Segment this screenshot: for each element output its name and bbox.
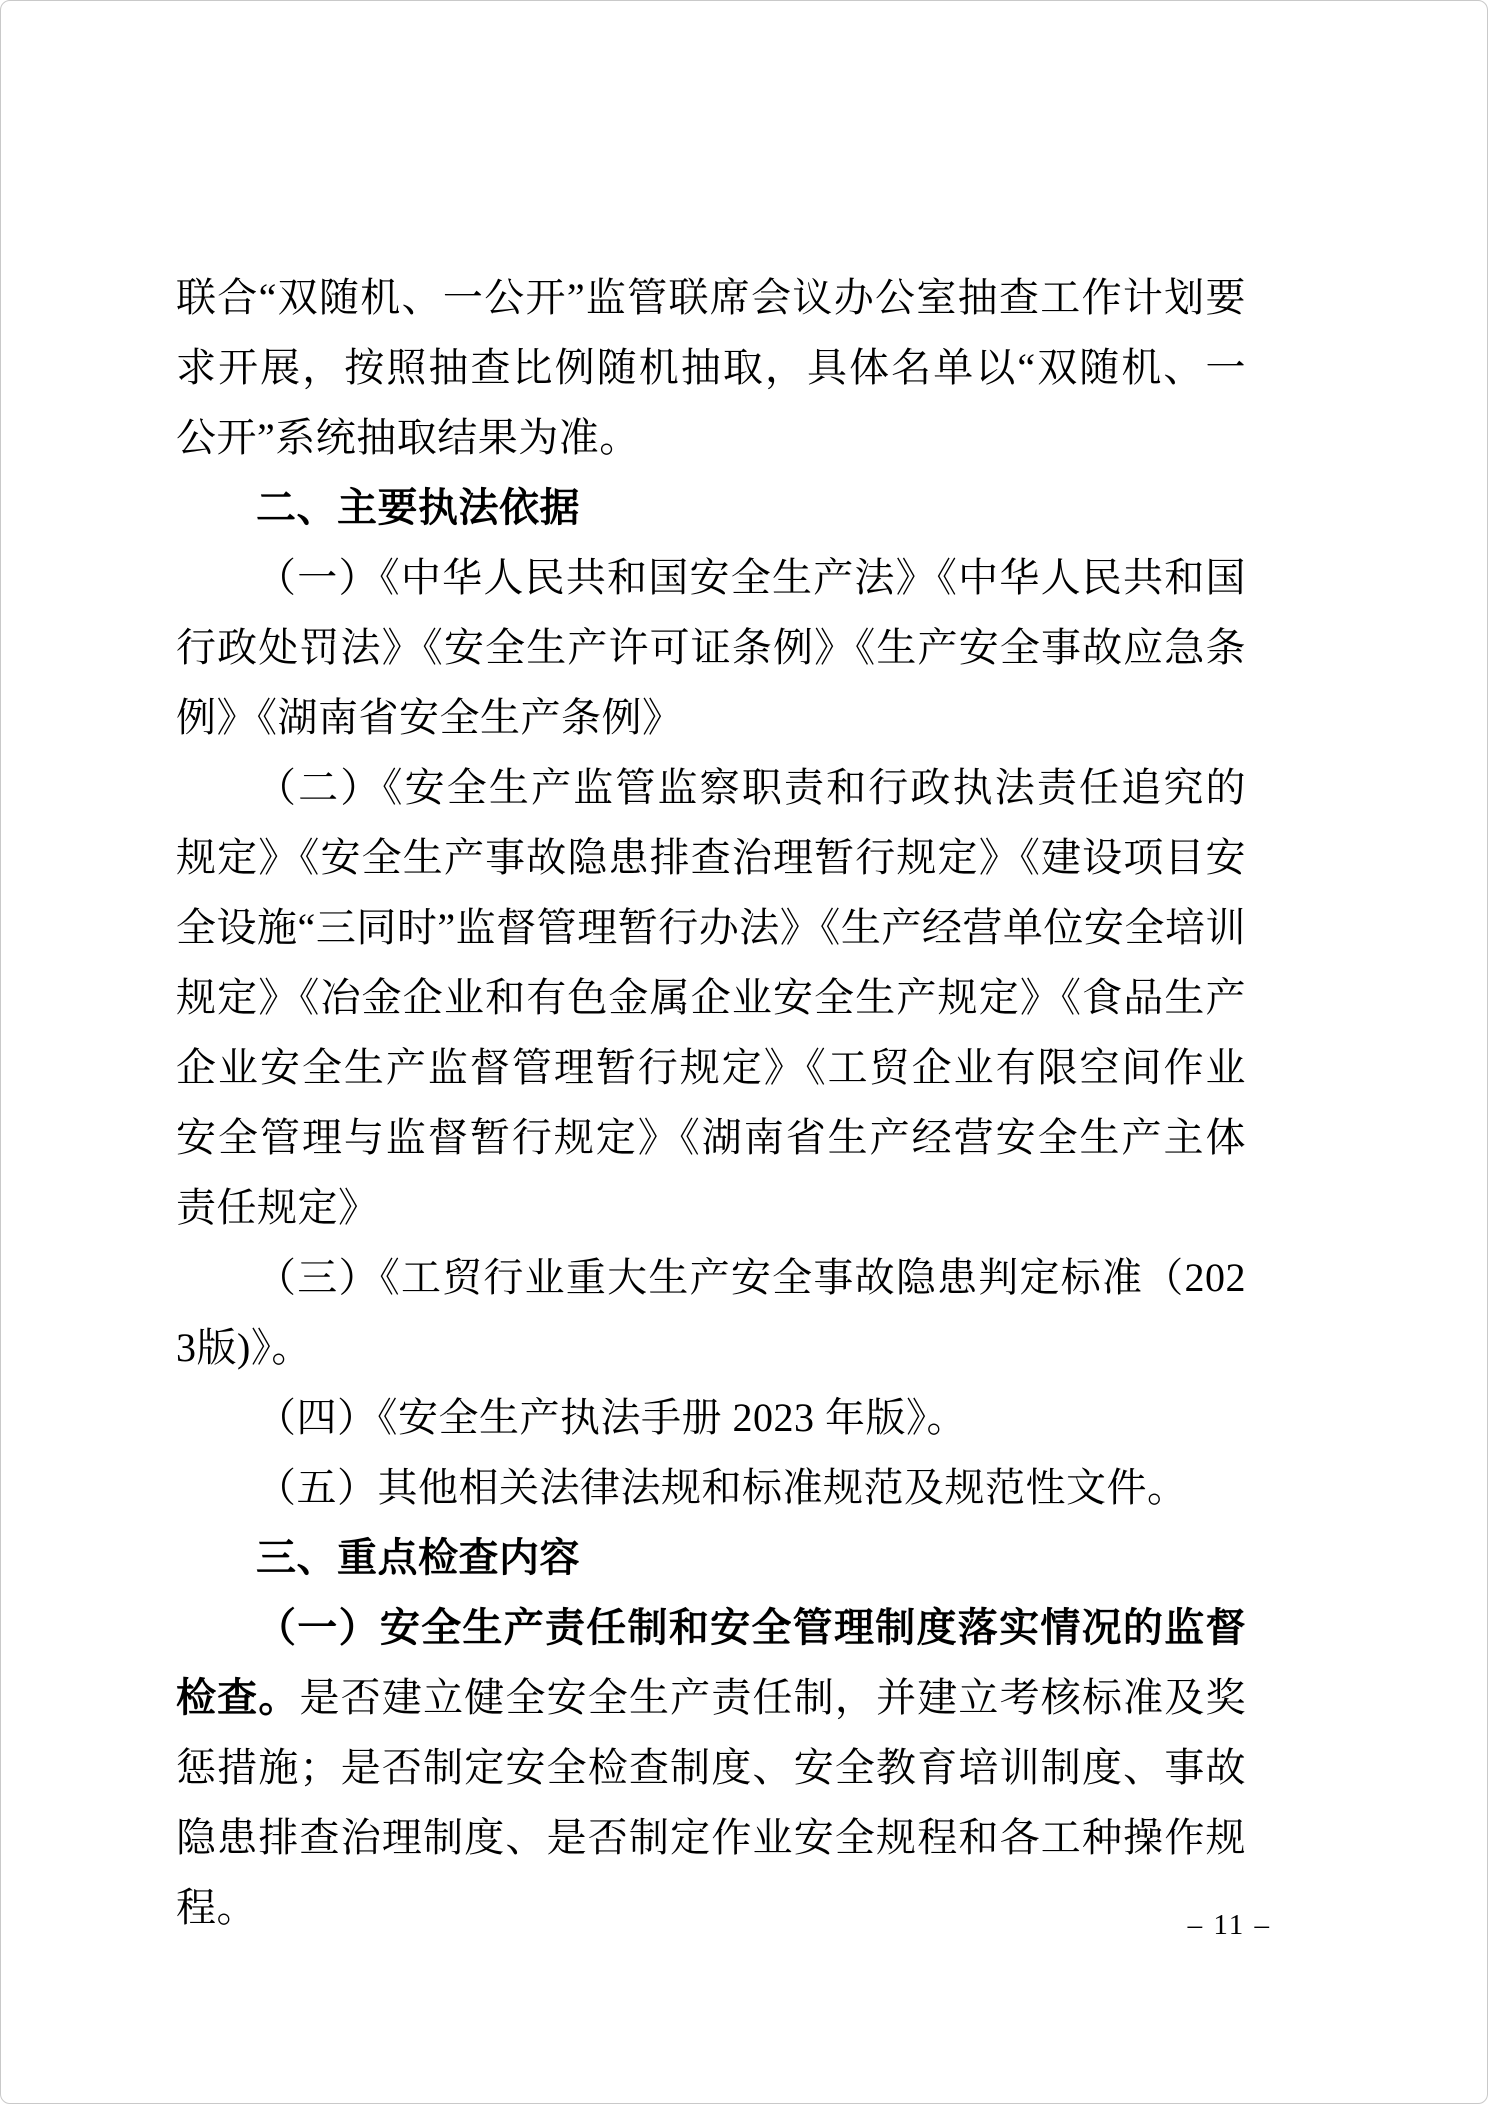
paragraph: （一）安全生产责任制和安全管理制度落实情况的监督检查。是否建立健全安全生产责任制，并建立考核标准及奖惩措施；是否制定安全检查制度、安全教育培训制度、事故隐患排查治理制度、是否制定作业安全规程和各工种操作规程。 [176,1605,1247,1930]
page-number: – 11 – [1187,1909,1271,1941]
paragraph: （三）《工贸行业重大生产安全事故隐患判定标准（2023版)》。 [176,1255,1246,1370]
paragraph: （四）《安全生产执法手册 2023 年版》。 [256,1395,967,1440]
section-heading: 三、重点检查内容 [256,1536,580,1580]
paragraph: 联合“双随机、一公开”监管联席会议办公室抽查工作计划要求开展，按照抽查比例随机抽取，具体名单以“双随机、一公开”系统抽取结果为准。 [176,275,1246,460]
paragraph: （五）其他相关法律法规和标准规范及规范性文件。 [256,1465,1188,1510]
paragraph: （二）《安全生产监管监察职责和行政执法责任追究的规定》《安全生产事故隐患排查治理暂行规定》《建设项目安全设施“三同时”监督管理暂行办法》《生产经营单位安全培训规定》《冶金企业和有色金属企业安全生产规定》《食品生产企业安全生产监督管理暂行规定》《工贸企业有限空间作业安全管理与监督暂行规定》《湖南省生产经营安全生产主体责任规定》 [176,765,1246,1230]
paragraph: （一）《中华人民共和国安全生产法》《中华人民共和国行政处罚法》《安全生产许可证条例》《生产安全事故应急条例》《湖南省安全生产条例》 [176,555,1246,740]
section-heading: 二、主要执法依据 [256,486,580,530]
paragraph-bold-lead: （一）安全生产责任制和安全管理制度落实情况的监督检查。 [176,1605,1246,1720]
document-body [176,263,1246,1943]
